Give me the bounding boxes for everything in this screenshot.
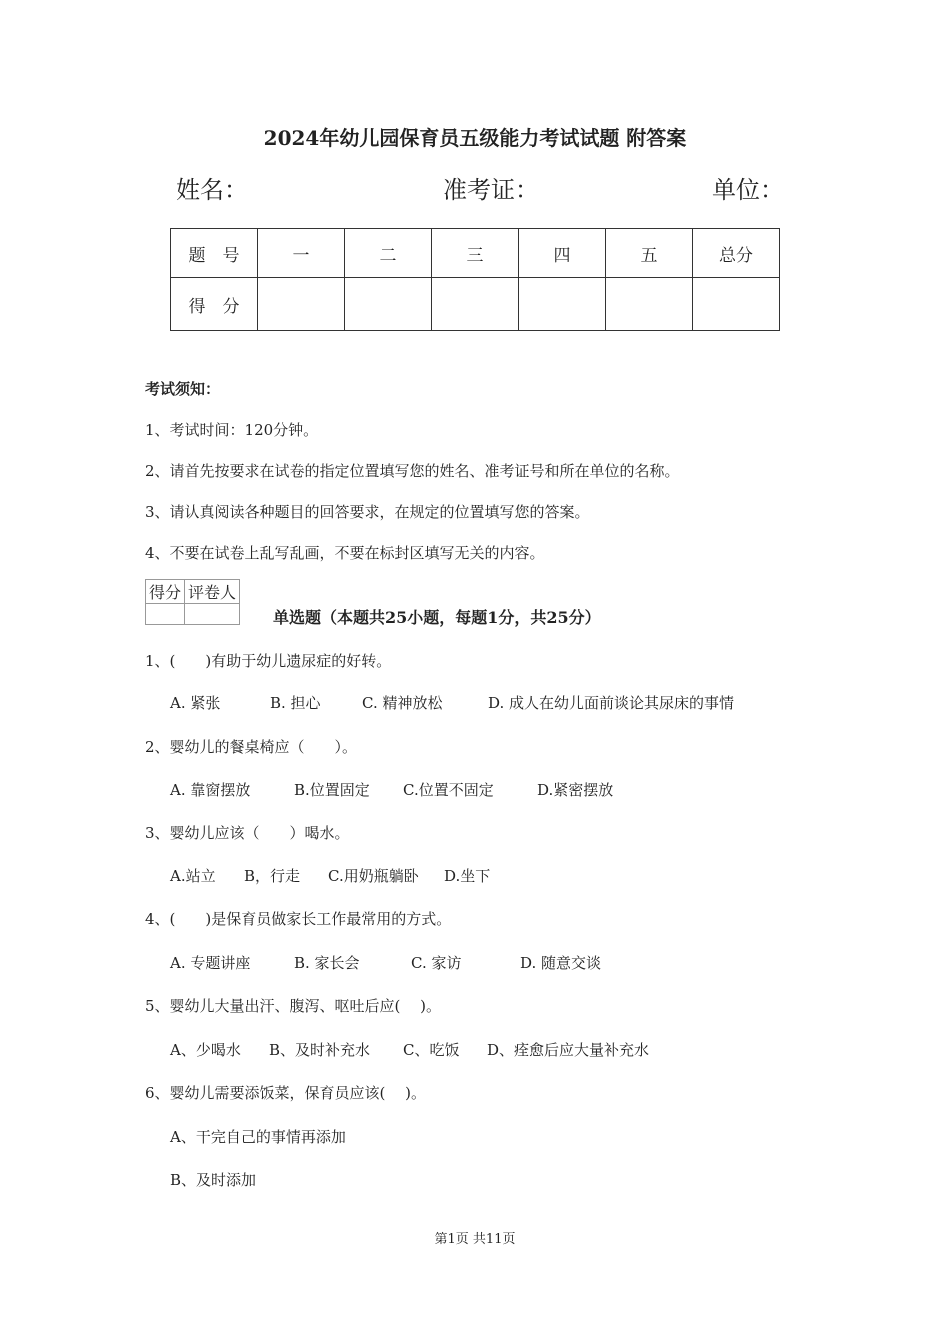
option[interactable]: D. 随意交谈 [520,954,602,972]
score-table-cell: 四 [519,229,606,278]
grader-score-label: 得分 [146,580,185,604]
option[interactable]: C. 家访 [411,954,462,972]
grader-blank-cell[interactable] [146,604,185,625]
option[interactable]: B、及时添加 [170,1171,257,1189]
score-table-cell: 三 [432,229,519,278]
score-blank-cell[interactable] [258,278,345,331]
option[interactable]: C.位置不固定 [403,781,494,799]
option[interactable]: B. 担心 [270,694,321,712]
option[interactable]: B，行走 [244,867,301,885]
options-row [170,952,601,973]
page-footer: 第1页 共11页 [434,1232,516,1247]
option[interactable]: C、吃饭 [403,1041,460,1059]
option[interactable]: A.站立 [170,867,216,885]
unit-field-label: 单位： [712,176,784,204]
option[interactable]: B. 家长会 [294,954,360,972]
question: 4、( )是保育员做家长工作最常用的方式。 [145,910,452,928]
question: 6、婴幼儿需要添饭菜，保育员应该( )。 [145,1084,427,1102]
score-table-cell: 总分 [693,229,780,278]
score-blank-cell[interactable] [432,278,519,331]
option[interactable]: D.坐下 [444,867,491,885]
note-item: 2、请首先按要求在试卷的指定位置填写您的姓名、准考证号和所在单位的名称。 [145,462,680,480]
option[interactable]: A. 紧张 [170,694,221,712]
option[interactable]: A、少喝水 [170,1041,241,1059]
score-table-cell: 二 [345,229,432,278]
score-table-score-row [171,278,780,331]
options-row [170,692,734,713]
page-title: 2024年幼儿园保育员五级能力考试试题 附答案 [263,126,687,150]
score-blank-cell[interactable] [693,278,780,331]
notes-title: 考试须知： [145,380,221,398]
option[interactable]: D. 成人在幼儿面前谈论其尿床的事情 [488,694,735,712]
option[interactable]: C.用奶瓶躺卧 [328,867,419,885]
score-table-header-row [171,229,780,278]
question: 5、婴幼儿大量出汗、腹泻、呕吐后应( )。 [145,997,442,1015]
note-item: 3、请认真阅读各种题目的回答要求，在规定的位置填写您的答案。 [145,503,590,521]
option[interactable]: D.紧密摆放 [537,781,614,799]
score-table-cell: 一 [258,229,345,278]
options-row [170,1039,649,1060]
grader-table [145,579,240,625]
option[interactable]: B.位置固定 [294,781,370,799]
score-blank-cell[interactable] [519,278,606,331]
score-table-cell: 得 分 [171,278,258,331]
note-item: 4、不要在试卷上乱写乱画，不要在标封区填写无关的内容。 [145,544,545,562]
option[interactable]: A、干完自己的事情再添加 [170,1128,346,1146]
grader-blank-cell[interactable] [185,604,240,625]
option[interactable]: A. 专题讲座 [170,954,251,972]
score-table [170,228,780,331]
score-table-cell: 题 号 [171,229,258,278]
question: 3、婴幼儿应该（ ）喝水。 [145,824,350,842]
question: 1、( )有助于幼儿遗尿症的好转。 [145,652,392,670]
grader-reviewer-label: 评卷人 [185,580,240,604]
question: 2、婴幼儿的餐桌椅应（ ）。 [145,738,358,756]
option[interactable]: D、痊愈后应大量补充水 [487,1041,650,1059]
score-blank-cell[interactable] [606,278,693,331]
score-blank-cell[interactable] [345,278,432,331]
options-row [170,865,490,886]
name-field-label: 姓名： [176,176,248,204]
options-row [170,779,613,800]
note-item: 1、考试时间：120分钟。 [145,421,319,439]
score-table-cell: 五 [606,229,693,278]
option[interactable]: B、及时补充水 [269,1041,371,1059]
section-title: 单选题（本题共25小题，每题1分，共25分） [273,608,601,627]
exam-number-field-label: 准考证： [443,176,539,204]
option[interactable]: C. 精神放松 [362,694,443,712]
option[interactable]: A. 靠窗摆放 [170,781,251,799]
